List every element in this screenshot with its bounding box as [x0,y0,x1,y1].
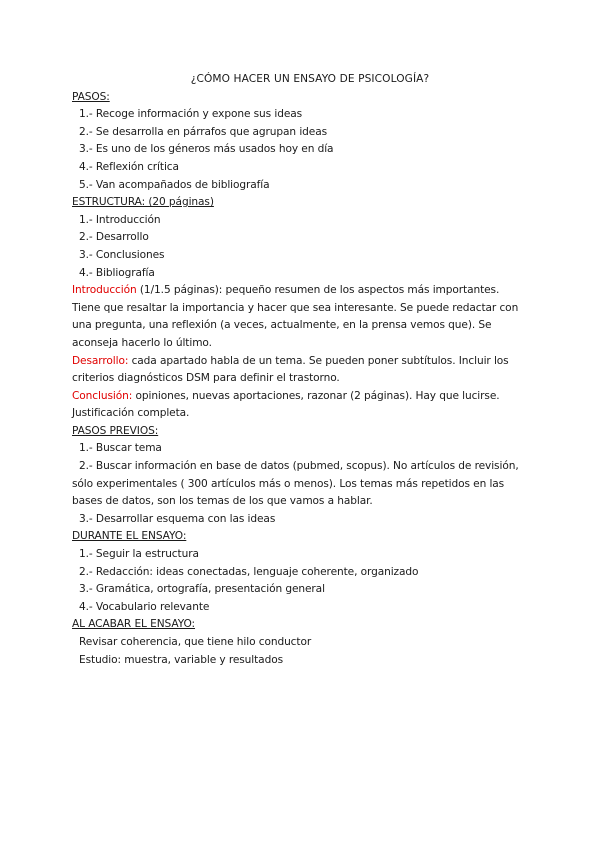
section-heading-pasos: PASOS: [72,90,110,103]
list-item: 1.- Seguir la estructura [79,548,199,561]
introduccion-label: Introducción [72,284,137,297]
list-item: 2.- Desarrollo [79,231,149,244]
list-item: 3.- Es uno de los géneros más usados hoy en día [79,143,334,156]
conclusion-paragraph [72,388,528,423]
list-item: 3.- Desarrollar esquema con las ideas [79,512,276,525]
document-content [72,71,528,669]
section-heading-al-acabar: AL ACABAR EL ENSAYO: [72,618,196,631]
section-heading-pasos-previos: PASOS PREVIOS: [72,424,159,437]
list-item: 3.- Gramática, ortografía, presentación general [79,583,325,596]
pasos-previos-list [72,440,528,528]
list-item: 2.- Redacción: ideas conectadas, lenguaje coherente, organizado [79,565,419,578]
estructura-list [72,212,528,282]
pasos-list [72,106,528,194]
list-item: 1.- Buscar tema [79,442,162,455]
list-item: 2.- Buscar información en base de datos (pubmed, scopus). No artículos de revisión, sólo experimentales ( 300 artículos más o menos). Los temas más repetidos en las bases de datos, son los temas de los que vamos a hablar. [72,460,519,508]
list-item: 4.- Vocabulario relevante [79,600,210,613]
desarrollo-text: cada apartado habla de un tema. Se pueden poner subtítulos. Incluir los criterios diagnósticos DSM para definir el trastorno. [72,354,509,385]
introduccion-paragraph [72,282,528,352]
section-heading-durante: DURANTE EL ENSAYO: [72,530,187,543]
al-acabar-line: Revisar coherencia, que tiene hilo conductor [79,636,312,648]
list-item: 1.- Introducción [79,213,161,226]
list-item: 1.- Recoge información y expone sus ideas [79,108,303,121]
desarrollo-paragraph [72,353,528,388]
list-item: 5.- Van acompañados de bibliografía [79,178,270,191]
desarrollo-label: Desarrollo: [72,354,129,367]
list-item: 2.- Se desarrolla en párrafos que agrupan ideas [79,125,328,138]
conclusion-text: opiniones, nuevas aportaciones, razonar (2 páginas). Hay que lucirse. Justificación completa. [72,389,500,420]
al-acabar-line: Estudio: muestra, variable y resultados [79,653,284,666]
introduccion-text: (1/1.5 páginas): pequeño resumen de los aspectos más importantes. Tiene que resaltar la importancia y hacer que sea interesante. Se puede redactar con una pregunta, una reflexión (a veces, actualmente, en la prensa vemos que). Se aconseja hacerlo lo último. [72,284,519,349]
list-item: 4.- Bibliografía [79,266,155,279]
list-item: 3.- Conclusiones [79,248,165,261]
durante-list [72,546,528,616]
list-item: 4.- Reflexión crítica [79,160,179,173]
document-title: ¿CÓMO HACER UN ENSAYO DE PSICOLOGÍA? [190,73,430,85]
conclusion-label: Conclusión: [72,389,133,402]
section-heading-estructura: ESTRUCTURA: (20 páginas) [72,196,214,209]
